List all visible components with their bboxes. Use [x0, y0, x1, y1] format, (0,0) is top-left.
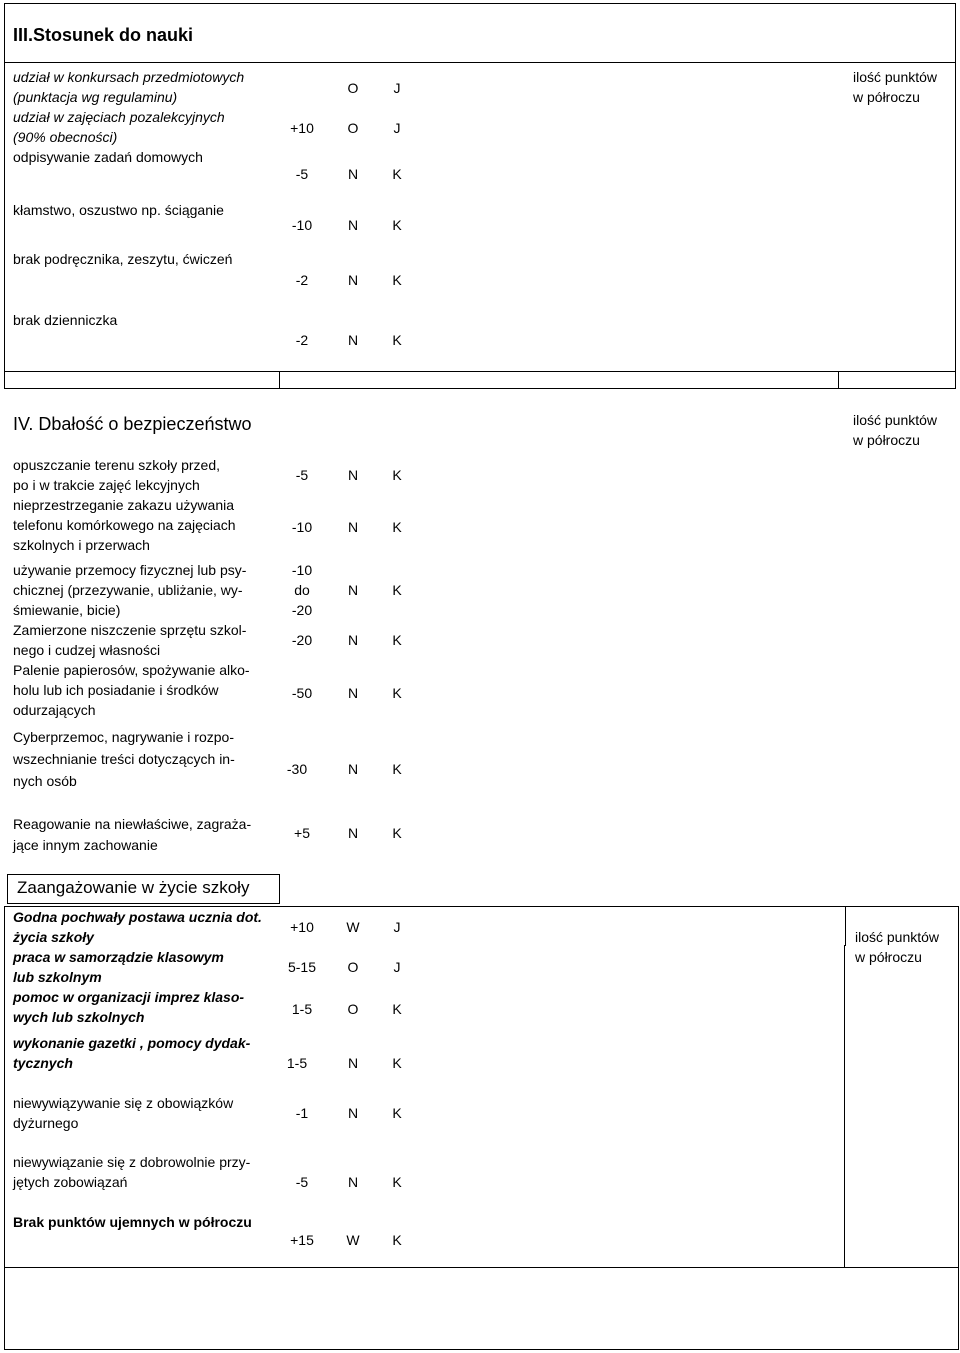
row-label: Cyberprzemoc, nagrywanie i rozpo-: [13, 729, 234, 745]
row-label: Palenie papierosów, spożywanie alko-: [13, 662, 250, 678]
row-code: O: [347, 120, 359, 136]
row-code: N: [347, 685, 359, 701]
row-code: K: [392, 217, 402, 233]
table-border-left: [4, 3, 5, 389]
row-code: N: [347, 582, 359, 598]
row-code: K: [392, 825, 402, 841]
row-code: N: [347, 272, 359, 288]
table-divider: [4, 371, 956, 372]
row-label: dyżurnego: [13, 1115, 79, 1131]
row-label: Brak punktów ujemnych w półroczu: [13, 1214, 252, 1230]
row-label: udział w konkursach przedmiotowych: [13, 69, 245, 85]
row-code: K: [392, 519, 402, 535]
row-label: jętych zobowiązań: [13, 1174, 128, 1190]
row-label: jące innym zachowanie: [13, 837, 158, 853]
row-points: 1-5: [286, 1055, 308, 1071]
title-box-border: [7, 874, 8, 904]
row-label: brak podręcznika, zeszytu, ćwiczeń: [13, 251, 233, 267]
row-code: K: [392, 1174, 402, 1190]
row-points: -5: [295, 166, 309, 182]
column-header: w półroczu: [855, 949, 922, 965]
row-code: K: [392, 1232, 402, 1248]
row-code: K: [392, 1001, 402, 1017]
row-code: K: [392, 272, 402, 288]
row-points: -1: [295, 1105, 309, 1121]
row-label: wykonanie gazetki , pomocy dydak-: [13, 1035, 251, 1051]
row-code: K: [392, 1055, 402, 1071]
row-label: odpisywanie zadań domowych: [13, 149, 203, 165]
row-label: nieprzestrzeganie zakazu używania: [13, 497, 235, 513]
table-divider: [845, 906, 846, 946]
row-code: N: [347, 519, 359, 535]
column-header: ilość punktów: [853, 69, 938, 85]
row-points: -10: [291, 562, 313, 578]
row-label: życia szkoły: [13, 929, 94, 945]
row-label: Godna pochwały postawa ucznia dot.: [13, 909, 262, 925]
row-label: brak dzienniczka: [13, 312, 118, 328]
row-label: niewywiązywanie się z obowiązków: [13, 1095, 234, 1111]
row-code: O: [347, 959, 359, 975]
table-border-bottom: [4, 1349, 959, 1350]
row-code: J: [393, 120, 401, 136]
row-label: używanie przemocy fizycznej lub psy-: [13, 562, 247, 578]
row-label: tycznych: [13, 1055, 73, 1071]
row-label: udział w zajęciach pozalekcyjnych: [13, 109, 225, 125]
column-header: ilość punktów: [853, 412, 938, 428]
column-header: w półroczu: [853, 89, 920, 105]
row-label: nego i cudzej własności: [13, 642, 161, 658]
row-label: śmiewanie, bicie): [13, 602, 121, 618]
row-points: +15: [290, 1232, 314, 1248]
row-label: (90% obecności): [13, 129, 118, 145]
row-label: telefonu komórkowego na zajęciach: [13, 517, 236, 533]
row-label: pomoc w organizacji imprez klaso-: [13, 989, 245, 1005]
row-label: wych lub szkolnych: [13, 1009, 145, 1025]
row-code: K: [392, 1105, 402, 1121]
table-divider: [279, 371, 280, 389]
row-code: N: [347, 1105, 359, 1121]
row-code: N: [347, 761, 359, 777]
row-label: (punktacja wg regulaminu): [13, 89, 178, 105]
row-code: K: [392, 761, 402, 777]
row-code: K: [392, 632, 402, 648]
row-label: Zamierzone niszczenie sprzętu szkol-: [13, 622, 247, 638]
row-points: -30: [286, 761, 308, 777]
row-code: N: [347, 166, 359, 182]
row-code: J: [393, 80, 401, 96]
row-label: praca w samorządzie klasowym: [13, 949, 224, 965]
row-code: N: [347, 332, 359, 348]
row-points: -5: [295, 1174, 309, 1190]
row-label: niewywiązanie się z dobrowolnie przy-: [13, 1154, 251, 1170]
table-border-right: [955, 3, 956, 389]
row-points: +10: [290, 919, 314, 935]
column-header: ilość punktów: [855, 929, 940, 945]
table-divider: [838, 371, 839, 389]
table-border-left: [4, 906, 5, 1350]
table-border-top: [4, 3, 956, 4]
section-title: IV. Dbałość o bezpieczeństwo: [13, 414, 252, 434]
row-label: opuszczanie terenu szkoły przed,: [13, 457, 220, 473]
row-code: W: [346, 1232, 360, 1248]
row-label: holu lub ich posiadanie i środków: [13, 682, 219, 698]
row-code: J: [393, 919, 401, 935]
row-code: N: [347, 217, 359, 233]
row-points: -5: [295, 467, 309, 483]
row-label: odurzających: [13, 702, 96, 718]
row-code: K: [392, 467, 402, 483]
row-code: J: [393, 959, 401, 975]
column-header: w półroczu: [853, 432, 920, 448]
row-points: -20: [291, 632, 313, 648]
row-code: O: [347, 1001, 359, 1017]
row-code: N: [347, 632, 359, 648]
row-points: do: [294, 582, 310, 598]
row-label: kłamstwo, oszustwo np. ściąganie: [13, 202, 224, 218]
row-code: N: [347, 1055, 359, 1071]
row-points: -2: [295, 332, 309, 348]
table-divider: [4, 62, 956, 63]
row-label: lub szkolnym: [13, 969, 102, 985]
row-points: +5: [294, 825, 310, 841]
row-label: nych osób: [13, 773, 77, 789]
row-code: K: [392, 332, 402, 348]
table-border-right: [958, 906, 959, 1350]
row-code: K: [392, 685, 402, 701]
section-title: Zaangażowanie w życie szkoły: [17, 878, 250, 897]
row-label: wszechnianie treści dotyczących in-: [13, 751, 235, 767]
row-label: szkolnych i przerwach: [13, 537, 150, 553]
table-divider: [4, 388, 956, 389]
row-points: +10: [290, 120, 314, 136]
row-points: -10: [291, 217, 313, 233]
row-code: O: [347, 80, 359, 96]
row-code: N: [347, 467, 359, 483]
row-points: -20: [291, 602, 313, 618]
row-points: 5-15: [287, 959, 317, 975]
row-code: W: [346, 919, 360, 935]
row-label: chicznej (przezywanie, ubliżanie, wy-: [13, 582, 243, 598]
title-box-border: [279, 874, 280, 904]
row-code: N: [347, 825, 359, 841]
row-points: 1-5: [291, 1001, 313, 1017]
title-box-border: [7, 874, 280, 875]
row-points: -2: [295, 272, 309, 288]
row-code: N: [347, 1174, 359, 1190]
row-label: po i w trakcie zajęć lekcyjnych: [13, 477, 200, 493]
table-divider: [4, 1267, 959, 1268]
table-divider: [844, 945, 845, 1268]
row-label: Reagowanie na niewłaściwe, zagraża-: [13, 816, 252, 832]
row-code: K: [392, 166, 402, 182]
row-points: -10: [291, 519, 313, 535]
section-title: III.Stosunek do nauki: [13, 25, 194, 45]
row-points: -50: [291, 685, 313, 701]
row-code: K: [392, 582, 402, 598]
title-box-border: [7, 903, 280, 904]
